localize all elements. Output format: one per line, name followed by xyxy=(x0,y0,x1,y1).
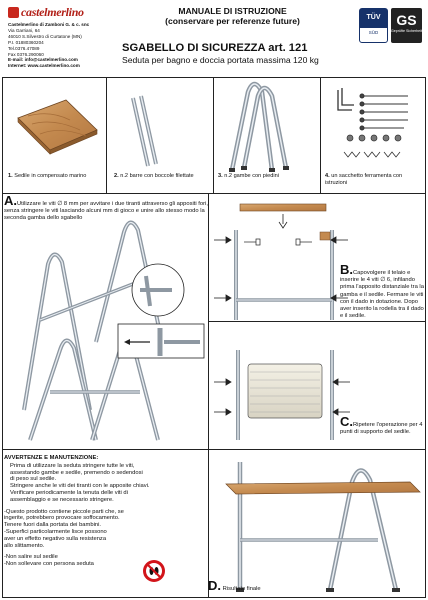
part-legs-illustration xyxy=(229,84,289,172)
warning-line: -Questo prodotto contiene piccole parti che, se xyxy=(4,508,124,515)
product-title: SGABELLO DI SICUREZZA art. 121 xyxy=(122,42,308,54)
step-c-body: Ripetere l'operazione per 4 punti di supporto del sedile. xyxy=(340,422,423,436)
part-num-3: 3. xyxy=(218,173,223,179)
part-num-2: 2. xyxy=(114,173,119,179)
part-seat-illustration xyxy=(18,100,97,154)
tuv-sub: SÜD xyxy=(368,30,379,35)
warnings-title: AVVERTENZE E MANUTENZIONE: xyxy=(4,455,99,461)
step-d-body: Risultato finale xyxy=(222,586,261,592)
part-text-2: n.2 barre con boccole filettate xyxy=(120,173,194,179)
company-vat: P.I. 01880360204 xyxy=(8,39,44,45)
step-c-illustration xyxy=(214,350,350,440)
warnings-block xyxy=(4,455,208,568)
warning-line: Tenere fuori dalla portata dei bambini. xyxy=(4,522,101,529)
warnings-para-1 xyxy=(4,463,208,504)
step-a-illustration xyxy=(24,222,204,440)
warning-line: assestando gambe e sedile, premendo o sedendosi xyxy=(10,469,143,476)
part-num-4: 4. xyxy=(325,173,330,179)
company-name: Castelmerlino di Zamboni G. & c. snc xyxy=(8,22,90,27)
part-text-3: n.2 gambe con piedini xyxy=(224,173,279,179)
step-b-body: Capovolgere il telaio e inserire le 4 viti ∅ 6, infilando prima l'apposito distanziale tra la gamba e il sedile. Fermare le viti con il dado in dotazione. Dopo aver inserito la rodella tra il dado e il sedile. xyxy=(340,270,424,320)
warning-line: aver un effetto negativo sulla resistenza xyxy=(4,535,107,542)
company-street: Via Garriani, 64 xyxy=(8,27,40,33)
warnings-para-2 xyxy=(4,509,208,550)
warnings-para-3 xyxy=(4,554,208,568)
part-num-1: 1. xyxy=(8,173,13,179)
step-d-illustration xyxy=(226,462,420,592)
step-c-letter: C. xyxy=(340,414,353,429)
warning-line: -Non sollevare con persona seduta xyxy=(4,561,94,568)
part-caption-2 xyxy=(114,173,210,180)
part-caption-1 xyxy=(8,173,104,180)
step-d-letter: D. xyxy=(208,578,221,593)
company-city: 46010 S.Silvestro di Curtatone (MN) xyxy=(8,33,82,39)
warning-line: allo slittamento. xyxy=(4,542,45,549)
warning-line: assemblaggio e se necessario stringere. xyxy=(10,496,114,503)
part-text-4: un sacchetto ferramenta con istruzioni xyxy=(325,173,403,186)
step-b-text xyxy=(340,262,424,320)
step-a-body: Utilizzare le viti ∅ 8 mm per avvitare i due tiranti attraverso gli appositi fori, senza stringere le viti lasciando alcuni mm di gioco e unire allo stesso modo la seconda gamba dello sgabello xyxy=(4,201,208,222)
logo-text: castelmerlino xyxy=(21,5,84,19)
gs-label: GS xyxy=(396,12,417,28)
gs-sub: Geprüfte Sicherheit xyxy=(391,29,422,33)
product-subtitle: Seduta per bagno e doccia portata massima 120 kg xyxy=(122,55,319,65)
warning-line: Prima di utilizzare la seduta stringere tutte le viti, xyxy=(10,462,135,469)
warning-line: di peso sul sedile. xyxy=(10,476,57,483)
company-website[interactable]: Internet: www.castelmerlino.com xyxy=(8,63,80,69)
step-a-text xyxy=(4,193,208,223)
step-b-illustration xyxy=(214,204,348,320)
warning-line: Stringere anche le viti dei tiranti con le apposite chiavi. xyxy=(10,483,150,490)
manual-subtitle: (conservare per referenze future) xyxy=(165,16,300,26)
warning-line: -Non salire sul sedile xyxy=(4,554,58,561)
company-phone: Tel.0376.47089 xyxy=(8,45,40,51)
part-hardware-illustration xyxy=(338,88,408,157)
part-caption-4 xyxy=(325,173,425,186)
step-d-text xyxy=(208,578,328,593)
warning-line: Verificare periodicamente la tenuta delle viti di xyxy=(10,489,128,496)
part-text-1: Sedile in compensato marino xyxy=(14,173,87,179)
part-caption-3 xyxy=(218,173,318,180)
step-a-letter: A. xyxy=(4,193,17,208)
no-standing-icon xyxy=(143,560,165,582)
warning-line: -Superfici particolarmente lisce possono xyxy=(4,528,107,535)
company-fax: Fax 0376.290060 xyxy=(8,51,44,57)
warning-line: ingerite, potrebbero provocare soffocamento. xyxy=(4,515,120,522)
part-bars-illustration xyxy=(133,96,156,166)
manual-title: MANUALE DI ISTRUZIONE xyxy=(178,6,287,16)
step-b-letter: B. xyxy=(340,262,353,277)
step-c-text xyxy=(340,414,424,436)
company-email[interactable]: E-mail: info@castelmerlino.com xyxy=(8,57,78,63)
tuv-label: TÜV xyxy=(360,9,387,28)
